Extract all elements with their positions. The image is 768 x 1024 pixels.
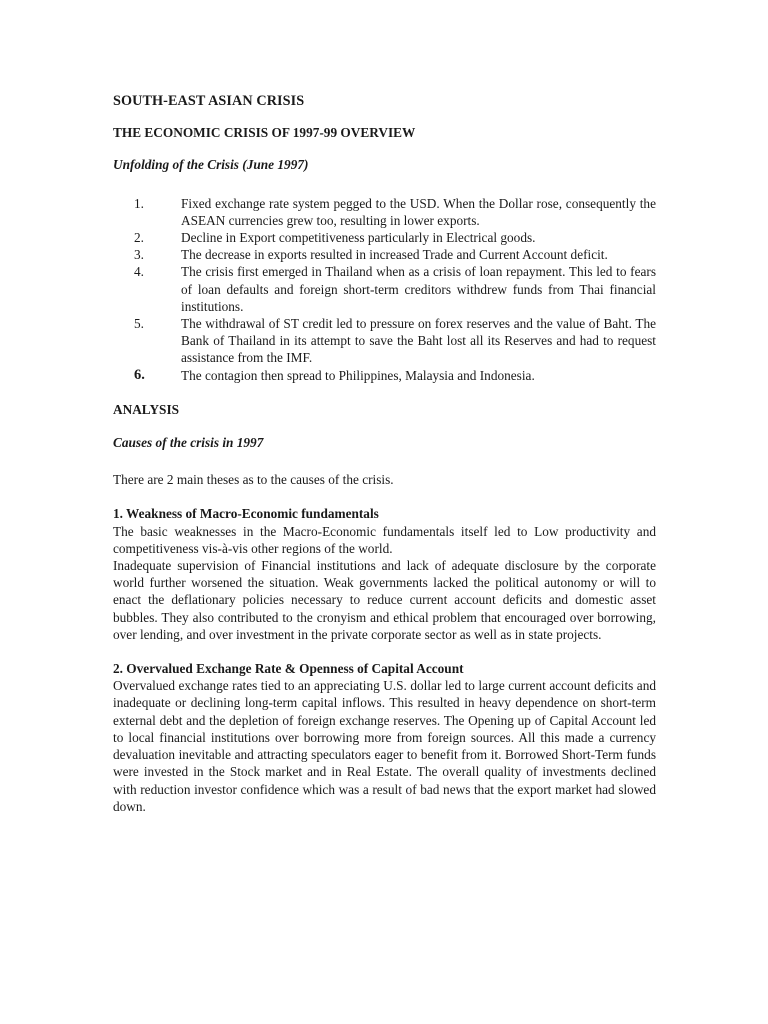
section-paragraph: The basic weaknesses in the Macro-Economic fundamentals itself led to Low productivity and competitiveness vis-à-vis other regions of the world. (113, 523, 656, 556)
list-item (113, 246, 656, 263)
list-item-number: 5. (134, 316, 144, 332)
section-title: 2. Overvalued Exchange Rate & Openness of Capital Account (113, 661, 464, 677)
list-item (113, 263, 656, 315)
section-exchange-rate (113, 660, 656, 815)
causes-intro: There are 2 main theses as to the causes of the crisis. (113, 472, 394, 488)
document-body (113, 93, 656, 832)
list-item (113, 229, 656, 246)
list-item-text: The crisis first emerged in Thailand when as a crisis of loan repayment. This led to fears of loan defaults and foreign short-term creditors withdrew funds from Thai financial institutions. (181, 264, 656, 314)
section-title: 1. Weakness of Macro-Economic fundamentals (113, 506, 379, 522)
list-item-number: 6. (134, 366, 145, 383)
document-subtitle: THE ECONOMIC CRISIS OF 1997-99 OVERVIEW (113, 125, 416, 141)
list-item-number: 2. (134, 230, 144, 246)
list-item-text: The withdrawal of ST credit led to pressure on forex reserves and the value of Baht. The Bank of Thailand in its attempt to save the Baht lost all its Reserves and had to request assistance from the IMF. (181, 316, 656, 366)
list-item (113, 367, 656, 384)
document-title: SOUTH-EAST ASIAN CRISIS (113, 93, 305, 109)
list-item-number: 1. (134, 195, 144, 211)
list-item (113, 195, 656, 229)
section-macro-economic (113, 505, 656, 643)
list-item-text: Fixed exchange rate system pegged to the USD. When the Dollar rose, consequently the ASEAN currencies grew too, resulting in lower exports. (181, 195, 656, 228)
unfolding-list (113, 195, 656, 384)
list-item-text: Decline in Export competitiveness particularly in Electrical goods. (181, 230, 536, 246)
list-item-text: The decrease in exports resulted in increased Trade and Current Account deficit. (181, 247, 608, 263)
list-item-number: 4. (134, 264, 144, 280)
section-paragraph: Overvalued exchange rates tied to an appreciating U.S. dollar led to large current account deficits and inadequate or declining long-term capital inflows. This resulted in heavy dependence on short-term external debt and the depletion of foreign exchange reserves. The Opening up of Capital Account led to local financial institutions over borrowing more from foreign sources. All this made a currency devaluation inevitable and attracting speculators eager to benefit from it. Borrowed Short-Term funds were invested in the Stock market and in Real Estate. The overall quality of investments declined with reduction investor confidence which was a result of bad news that the export market had slowed down. (113, 678, 656, 814)
analysis-heading: ANALYSIS (113, 401, 180, 417)
list-item (113, 315, 656, 367)
unfolding-heading: Unfolding of the Crisis (June 1997) (113, 157, 309, 173)
list-item-text: The contagion then spread to Philippines, Malaysia and Indonesia. (181, 367, 535, 383)
list-item-number: 3. (134, 247, 144, 263)
section-paragraph: Inadequate supervision of Financial institutions and lack of adequate disclosure by the corporate world further worsened the situation. Weak governments lacked the political autonomy or will to enact the deflationary policies necessary to reduce current account deficits and domestic asset bubbles. They also contributed to the cronyism and ethical problem that encouraged over borrowing, over lending, and over investment in the private corporate sector as well as in state projects. (113, 558, 656, 642)
causes-heading: Causes of the crisis in 1997 (113, 435, 264, 451)
